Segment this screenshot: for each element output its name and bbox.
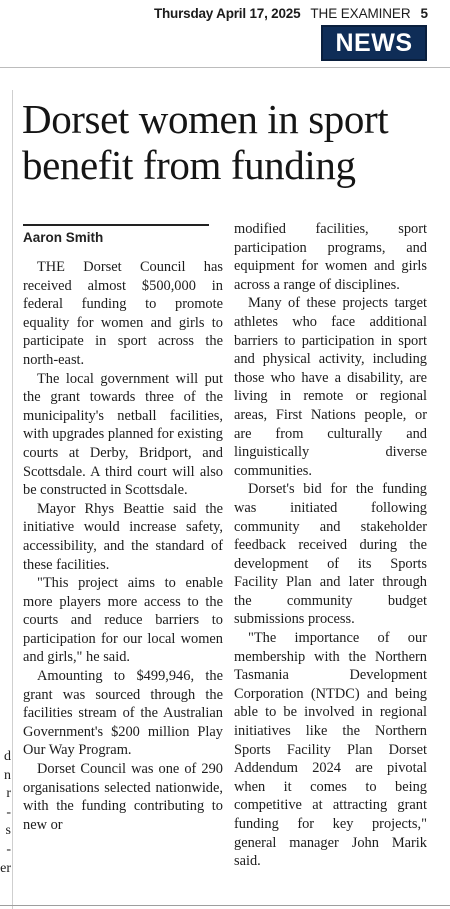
paragraph: THE Dorset Council has received almost $500,000 in federal funding to promote equality for women and girls to participate in sport across the north-east. <box>23 259 223 368</box>
publication-name: THE EXAMINER <box>310 6 411 21</box>
text-fragment: r <box>6 786 11 802</box>
column-divider <box>12 90 13 909</box>
paragraph: Mayor Rhys Beattie said the initiative would increase safety, accessibility, and the standard of these facilities. <box>23 500 223 573</box>
page-masthead <box>154 6 428 24</box>
paragraph: The local government will put the grant towards three of the municipality's netball facilities, with upgrades planned for existing courts at Derby, Bridport, and Scottsdale. A third court will also be constructed in Scottsdale. <box>23 370 223 499</box>
adjacent-article-fragment <box>0 748 11 878</box>
article-byline: Aaron Smith <box>23 230 104 245</box>
text-fragment: s <box>5 823 11 839</box>
page-number: 5 <box>420 6 428 21</box>
text-fragment: - <box>6 841 11 857</box>
paragraph: Many of these projects target athletes who face additional barriers to participation in sport and physical activity, including those who have a disability, are living in remote or regional areas, First Nations people, or are from culturally and linguistically diverse communities. <box>234 295 427 479</box>
footer-divider <box>0 905 450 906</box>
paragraph: Dorset Council was one of 290 organisations selected nationwide, with the funding contributing to new or <box>23 761 223 833</box>
article-column-1 <box>23 258 223 834</box>
paragraph: "This project aims to enable more players more access to the courts and reduce barriers to participation for our local women and girls," he said. <box>23 575 223 666</box>
header-divider <box>0 67 450 68</box>
text-fragment: er <box>0 860 11 876</box>
text-fragment: n <box>4 767 11 783</box>
paragraph-continuation: modified facilities, sport participation programs, and equipment for women and girls across a range of disciplines. <box>234 221 427 293</box>
paragraph: "The importance of our membership with the Northern Tasmania Development Corporation (NTDC) and being able to be involved in regional initiatives like the Northern Sports Facility Plan Dorset Addendum 2024 are pivotal when it comes to being competitive at attracting grant funding for key projects," general manager John Marik said. <box>234 630 427 870</box>
byline-rule <box>23 224 209 226</box>
article-column-2 <box>234 220 427 871</box>
text-fragment: d <box>4 749 11 764</box>
text-fragment: - <box>6 804 11 820</box>
paragraph: Amounting to $499,946, the grant was sourced through the facilities stream of the Australian Government's $200 million Play Our Way Program. <box>23 668 223 759</box>
issue-date: Thursday April 17, 2025 <box>153 6 301 21</box>
section-badge: NEWS <box>321 25 427 61</box>
paragraph: Dorset's bid for the funding was initiated following community and stakeholder feedback received during the development of its Sports Facility Plan and later through the community budget submissions process. <box>234 481 427 628</box>
article-headline: Dorset women in sport benefit from funding <box>22 96 389 188</box>
